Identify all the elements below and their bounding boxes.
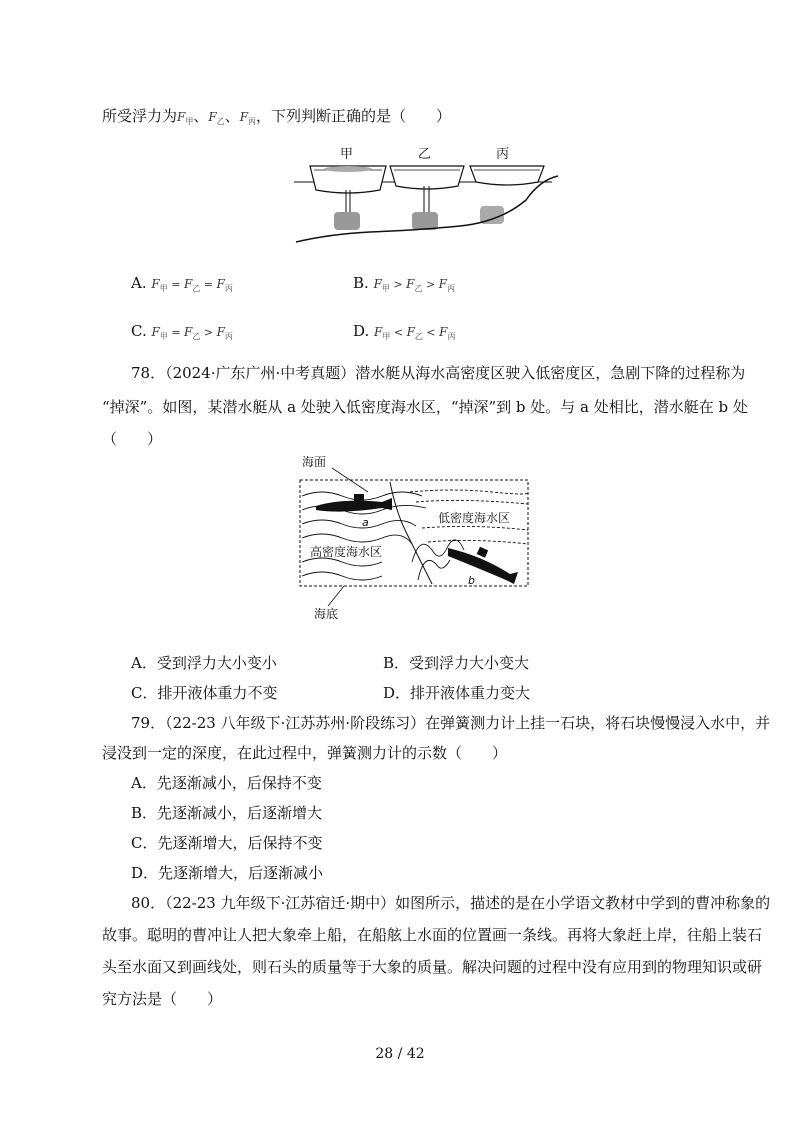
option-formula: $F_甲 = F_乙 > F_丙$ <box>151 325 233 341</box>
q77-stem-prefix: 所受浮力为 <box>102 107 178 125</box>
q78-stem-line-1: 78．（2024·广东广州·中考真题）潜水艇从海水高密度区驶入低密度区，急剧下降的过程称为 <box>131 364 746 382</box>
option-formula: $F_甲 < F_乙 < F_丙$ <box>374 325 456 341</box>
q78-option-c[interactable] <box>131 682 278 704</box>
q80-stem-line-4: 究方法是（ ） <box>102 990 223 1008</box>
q78-stem-line-2: “掉深”。如图，某潜水艇从 a 处驶入低密度海水区，“掉深”到 b 处。与 a 处相比，潜水艇在 b 处 <box>102 398 748 416</box>
f-yi: $F_乙$ <box>208 110 225 126</box>
option-text: 受到浮力大小变大 <box>409 654 530 672</box>
option-text: 受到浮力大小变小 <box>156 654 277 672</box>
option-letter: B. <box>353 274 369 292</box>
label-high-density: 高密度海水区 <box>310 545 383 559</box>
label-b: b <box>468 574 475 587</box>
option-formula: $F_甲 > F_乙 > F_丙$ <box>373 277 455 293</box>
q77-option-b[interactable] <box>353 272 455 300</box>
q78-option-a[interactable] <box>131 652 277 674</box>
sep: 、 <box>224 107 240 125</box>
option-letter: D. <box>353 322 370 340</box>
option-letter: C. <box>131 322 147 340</box>
submarine-figure <box>292 452 542 630</box>
q77-option-a[interactable] <box>131 272 233 300</box>
option-letter: C． <box>131 684 158 702</box>
submarine-b <box>448 547 518 587</box>
q77-stem-suffix: ，下列判断正确的是（ ） <box>256 107 452 125</box>
q79-option-c[interactable]: C．先逐渐增大，后保持不变 <box>131 834 323 852</box>
q79-option-d[interactable]: D．先逐渐增大，后逐渐减小 <box>131 864 324 882</box>
q78-option-d[interactable] <box>383 682 530 704</box>
q79-stem-line-1: 79．（22-23 八年级下·江苏苏州·阶段练习）在弹簧测力计上挂一石块，将石块慢慢浸入水中，并 <box>131 714 771 732</box>
q79-option-b[interactable]: B．先逐渐减小，后逐渐增大 <box>131 804 323 822</box>
page-separator: / <box>397 1046 403 1062</box>
page-total: 42 <box>406 1046 425 1062</box>
q77-option-d[interactable] <box>353 320 455 348</box>
option-letter: D． <box>383 684 411 702</box>
option-formula: $F_甲 = F_乙 = F_丙$ <box>151 277 233 293</box>
page-current: 28 <box>375 1046 394 1062</box>
f-bing: $F_丙$ <box>239 110 257 126</box>
q77-stem <box>102 105 451 133</box>
label-a: a <box>362 516 369 529</box>
q78-stem-line-3: （ ） <box>102 430 163 448</box>
label-sea-surface: 海面 <box>302 455 327 469</box>
option-text: 排开液体重力不变 <box>157 684 278 702</box>
option-text: 排开液体重力变大 <box>410 684 531 702</box>
label-sea-floor: 海底 <box>314 607 339 621</box>
label-low-density: 低密度海水区 <box>438 511 511 525</box>
boat-yi <box>390 147 464 230</box>
label-bing: 丙 <box>496 147 510 162</box>
label-yi: 乙 <box>418 147 432 162</box>
q80-stem-line-2: 故事。聪明的曹冲让人把大象牵上船，在船舷上水面的位置画一条线。再将大象赶上岸，往船上装石 <box>102 926 763 944</box>
option-letter: A. <box>131 274 147 292</box>
boat-jia <box>310 147 386 230</box>
q77-option-c[interactable] <box>131 320 233 348</box>
page-number <box>0 1046 800 1062</box>
option-letter: A． <box>131 654 157 672</box>
sep: 、 <box>193 107 209 125</box>
q79-option-a[interactable]: A．先逐渐减小，后保持不变 <box>131 774 322 792</box>
boats-figure <box>290 140 570 250</box>
submarine-a <box>316 494 392 529</box>
option-letter: B． <box>383 654 410 672</box>
q80-stem-line-3: 头至水面又到画线处，则石头的质量等于大象的质量。解决问题的过程中没有应用到的物理知识或研 <box>102 958 763 976</box>
f-jia: $F_甲$ <box>177 110 194 126</box>
q79-stem-line-2: 浸没到一定的深度，在此过程中，弹簧测力计的示数（ ） <box>102 744 508 762</box>
q78-option-b[interactable] <box>383 652 529 674</box>
q80-stem-line-1: 80．（22-23 九年级下·江苏宿迁·期中）如图所示，描述的是在小学语文教材中学到的曹冲称象的 <box>131 894 771 912</box>
label-jia: 甲 <box>340 147 354 162</box>
